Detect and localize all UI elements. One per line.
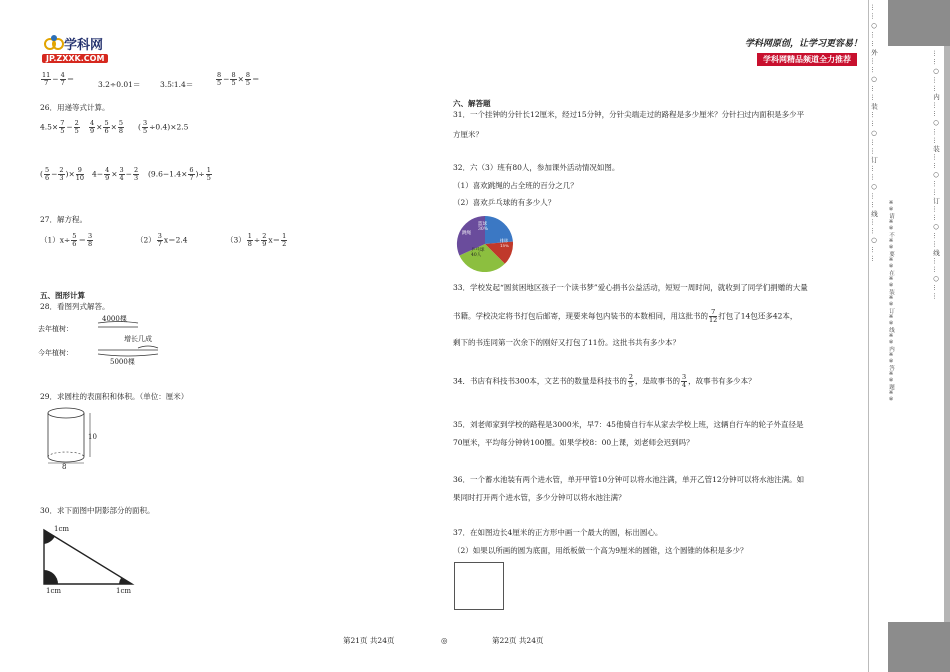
q33-line-3: 剩下的书连同第一次余下的刚好又打包了11份。这批书共有多少本？ <box>453 338 681 347</box>
q30-br-label: 1cm <box>116 587 132 595</box>
q28-last-year-value: 4000棵 <box>102 315 127 323</box>
q30-title: 30．求下面图中阴影部分的面积。 <box>40 506 155 515</box>
q32-line-1: 32．六（3）班有80人，参加课外活动情况如图。 <box>453 163 620 172</box>
section-5-title: 五、图形计算 <box>40 291 85 300</box>
q30-bl-label: 1cm <box>46 587 62 595</box>
sidebar-outer-dots: ……○……外……○……装……○……订……○……线……○…… <box>870 4 878 264</box>
q26-expr-1: 4.5× $\frac{7}{5}$ − $\frac{2}{5}$ <box>40 119 79 135</box>
q29-height-label: 10 <box>88 433 97 441</box>
binding-sidebar <box>868 0 950 672</box>
q35-line-2: 70厘米，平均每分钟转100圈。如果学校8：00上课，刘老师会迟到吗？ <box>453 438 694 447</box>
header-slogan: 学科网原创，让学习更容易！ <box>745 39 863 49</box>
pie-label-pingpong: 乒乓球 40人 <box>471 248 485 258</box>
section-6-title: 六、解答题 <box>453 99 491 108</box>
footer-left-page: 第21页 共24页 <box>343 636 395 645</box>
pie-label-volleyball: 排球 15% <box>500 238 509 248</box>
q25-item-4: $\frac{8}{5}$ − $\frac{8}{5}$ × $\frac{8}{5}$ ＝ <box>217 71 260 87</box>
q37-line-1: 37．在如图边长4厘米的正方形中画一个最大的圆，标出圆心。 <box>453 528 663 537</box>
q37-square <box>454 562 504 610</box>
q28-diagram <box>38 312 208 372</box>
q27-eq-3: （3） $\frac{1}{8}$ ÷ $\frac{2}{9}$ x＝ $\frac{1}{2}$ <box>226 232 287 248</box>
q34-line: 34．书店有科技书300本，文艺书的数量是科技书的 $\frac{2}{5}$ ，是故事书的 $\frac{3}{4}$ ，故事书有多少本？ <box>453 373 756 389</box>
q30-top-label: 1cm <box>54 525 70 533</box>
footer-separator: ◎ <box>441 636 448 645</box>
q28-growth-label: 增长几成 <box>124 335 152 343</box>
q25-item-2: 3.2÷0.01＝ <box>98 80 141 89</box>
pie-label-skipping: 跳绳 <box>462 231 471 236</box>
sidebar-inner-dots: ……○……内……○……装……○……订……○……线……○…… <box>932 50 940 302</box>
q35-line-1: 35．刘老师家到学校的路程是3000米，早7：45他骑自行车从家去学校上班，这辆自行车的轮子外直径是 <box>453 420 804 429</box>
q32-line-2: （1）喜欢跳绳的占全班的百分之几？ <box>453 181 578 190</box>
q33-fraction: $\frac{7}{12}$ <box>709 308 718 324</box>
q26-expr-4: ( $\frac{5}{6}$ − $\frac{2}{3}$ )× $\frac{9}{10}$ <box>40 166 85 182</box>
q26-expr-5: 4− $\frac{4}{9}$ × $\frac{3}{4}$ − $\frac{2}{3}$ <box>92 166 139 182</box>
q26-expr-6: (9.6−1.4× $\frac{6}{7}$ )÷ $\frac{1}{5}$ <box>148 166 211 182</box>
logo-icon <box>44 34 64 52</box>
q28-title: 28．看图列式解答。 <box>40 302 110 311</box>
q36-line-1: 36．一个蓄水池装有两个进水管，单开甲管10分钟可以将水池注满，单开乙管12分钟可以将水池注满。如 <box>453 475 805 484</box>
q28-this-year-label: 今年植树： <box>38 349 73 357</box>
sidebar-gray-top <box>888 0 950 46</box>
q26-title: 26．用递等式计算。 <box>40 103 110 112</box>
q26-expr-3: ( $\frac{3}{5}$ ÷0.4)×2.5 <box>138 119 189 135</box>
q28-last-year-label: 去年植树： <box>38 325 73 333</box>
logo-text: 学科网 <box>64 38 104 53</box>
q26-expr-2: $\frac{4}{9}$ × $\frac{5}{6}$ × $\frac{5}{8}$ <box>90 119 124 135</box>
sidebar-gray-bottom <box>888 622 950 672</box>
pie-label-basketball: 篮球 30% <box>478 222 489 232</box>
sidebar-gray-edge <box>944 46 950 622</box>
header-logo <box>40 32 112 68</box>
q27-eq-1: （1）x÷ $\frac{5}{6}$ ＝ $\frac{3}{8}$ <box>40 232 93 248</box>
q31-line-2: 方厘米？ <box>453 130 483 139</box>
q31-line-1: 31．一个挂钟的分针长12厘米，经过15分钟，分针尖端走过的路程是多少厘米？分针扫过内面积是多少平 <box>453 110 805 119</box>
q27-title: 27．解方程。 <box>40 215 88 224</box>
q25-item-1: $\frac{11}{7}$ − $\frac{4}{7}$ ＝ <box>42 71 75 87</box>
q32-line-3: （2）喜欢乒乓球的有多少人？ <box>453 198 556 207</box>
q29-title: 29．求圆柱的表面积和体积。（单位：厘米） <box>40 392 189 401</box>
q27-eq-2: （2） $\frac{3}{7}$ x＝2.4 <box>136 232 188 248</box>
header-banner: 学科网精品频道全力推荐 <box>757 53 857 66</box>
q36-line-2: 果同时打开两个进水管，多少分钟可以将水池注满？ <box>453 493 626 502</box>
q28-bars <box>38 312 208 372</box>
q33-line-1: 33．学校发起“圆贫困地区孩子一个读书梦”爱心捐书公益活动，短短一周时间，就收到了同学们捐赠的大量 <box>453 283 808 292</box>
q25-item-3: 3.5∶1.4＝ <box>160 80 194 89</box>
q37-line-2: （2）如果以所画的圆为底面，用纸板做一个高为9厘米的圆锥，这个圆锥的体积是多少？ <box>453 546 748 555</box>
sidebar-notice: ※※请※※不※※要※※在※※装※※订※※线※※内※※答※※题※※ <box>888 200 894 403</box>
q29-diameter-label: 8 <box>62 463 67 471</box>
logo-url: JP.ZXXK.COM <box>42 54 108 63</box>
q28-this-year-value: 5000棵 <box>110 358 135 366</box>
q33-line-2: 书籍。学校决定将书打包后邮寄，现要来每包内装书的本数相同，用这批书的 $\frac{7}{12}$ 打包了14包还多42本， <box>453 308 798 324</box>
footer-right-page: 第22页 共24页 <box>492 636 544 645</box>
sidebar-border <box>868 0 869 672</box>
